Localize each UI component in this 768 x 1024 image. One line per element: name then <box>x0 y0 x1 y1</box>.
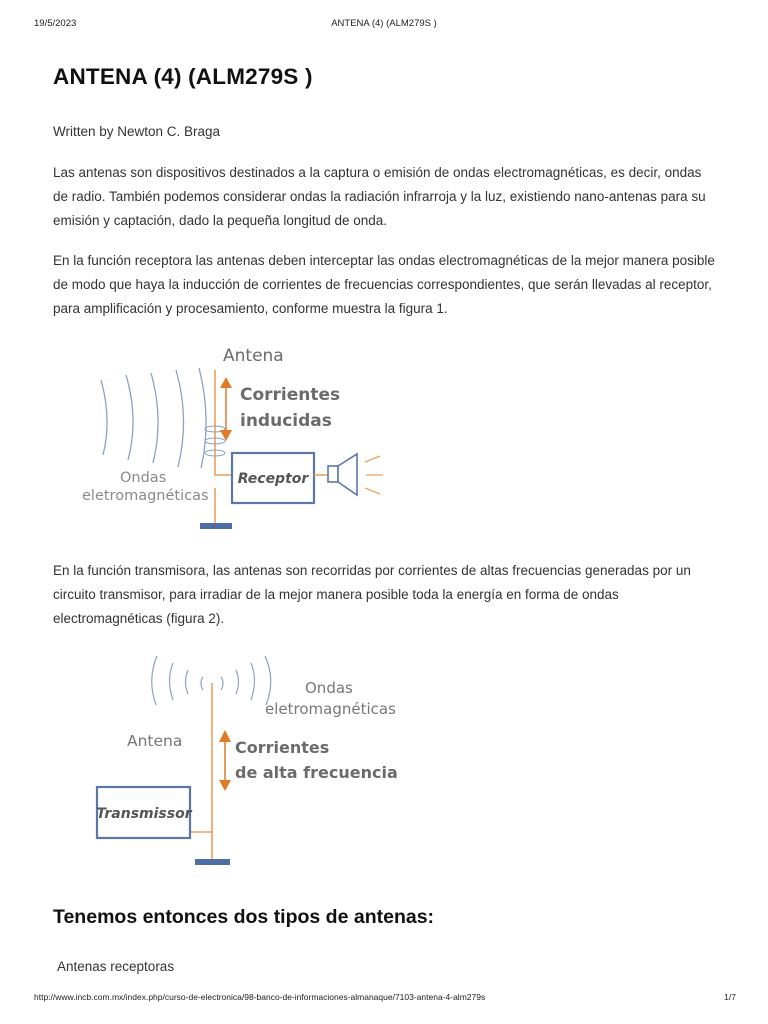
waves-label-line1: Ondas <box>305 679 353 697</box>
print-date: 19/5/2023 <box>34 18 77 29</box>
antenna-label: Antena <box>127 732 183 750</box>
current-arrow-icon <box>219 730 231 791</box>
current-arrow-icon <box>220 377 232 441</box>
ground-icon <box>200 523 232 529</box>
byline: Written by Newton C. Braga <box>53 124 221 139</box>
ground-icon <box>195 859 230 865</box>
waves-label-line1: Ondas <box>120 470 167 486</box>
source-url[interactable]: http://www.incb.com.mx/index.php/curso-de-electronica/98-banco-de-informaciones-almanaque/7103-antena-4-alm279s <box>34 992 486 1002</box>
antenna-rod <box>215 370 232 523</box>
receiver-box-label: Receptor <box>237 471 309 487</box>
receiver-box <box>232 453 314 503</box>
antenna-label: Antena <box>223 346 284 366</box>
print-header <box>0 18 768 32</box>
waves-label-line2: eletromagnéticas <box>265 700 396 718</box>
transmitter-box <box>96 787 192 838</box>
transmitter-box-label: Transmissor <box>96 806 192 822</box>
page-title: ANTENA (4) (ALM279S ) <box>53 64 313 89</box>
figure-receiver-diagram <box>70 335 400 540</box>
paragraph-receiver: En la función receptora las antenas deben interceptar las ondas electromagnéticas de la mejor manera posible de modo que haya la inducción de corrientes de frecuencias correspondientes, que serán llevadas al receptor, para amplificación y procesamiento, conforme muestra la figura 1. <box>53 253 715 316</box>
current-label-line1: Corrientes <box>235 738 330 757</box>
page-number: 1/7 <box>724 992 736 1002</box>
list-item: Antenas receptoras <box>57 959 175 974</box>
waves-label-line2: eletromagnéticas <box>82 488 209 504</box>
paragraph-intro: Las antenas son dispositivos destinados a la captura o emisión de ondas electromagnéticas, es decir, ondas de radio. También podemos considerar ondas la radiación infrarroja y la luz, existiendo nano-antenas para su emisión y captación, dado la pequeña longitud de onda. <box>53 165 706 228</box>
speaker-icon <box>328 454 383 495</box>
section-heading: Tenemos entonces dos tipos de antenas: <box>53 906 435 928</box>
incoming-waves <box>101 368 206 468</box>
figure-transmitter-diagram <box>90 650 410 870</box>
paragraph-transmitter: En la función transmisora, las antenas son recorridas por corrientes de altas frecuencias generadas por un circuito transmisor, para irradiar de la mejor manera posible toda la energía en forma de ondas electromagnéticas (figura 2). <box>53 563 691 626</box>
current-label-line1: Corrientes <box>240 385 341 405</box>
print-title: ANTENA (4) (ALM279S ) <box>331 18 437 29</box>
antenna-rod <box>190 683 212 859</box>
current-label-line2: inducidas <box>240 411 332 431</box>
current-label-line2: de alta frecuencia <box>235 763 398 782</box>
